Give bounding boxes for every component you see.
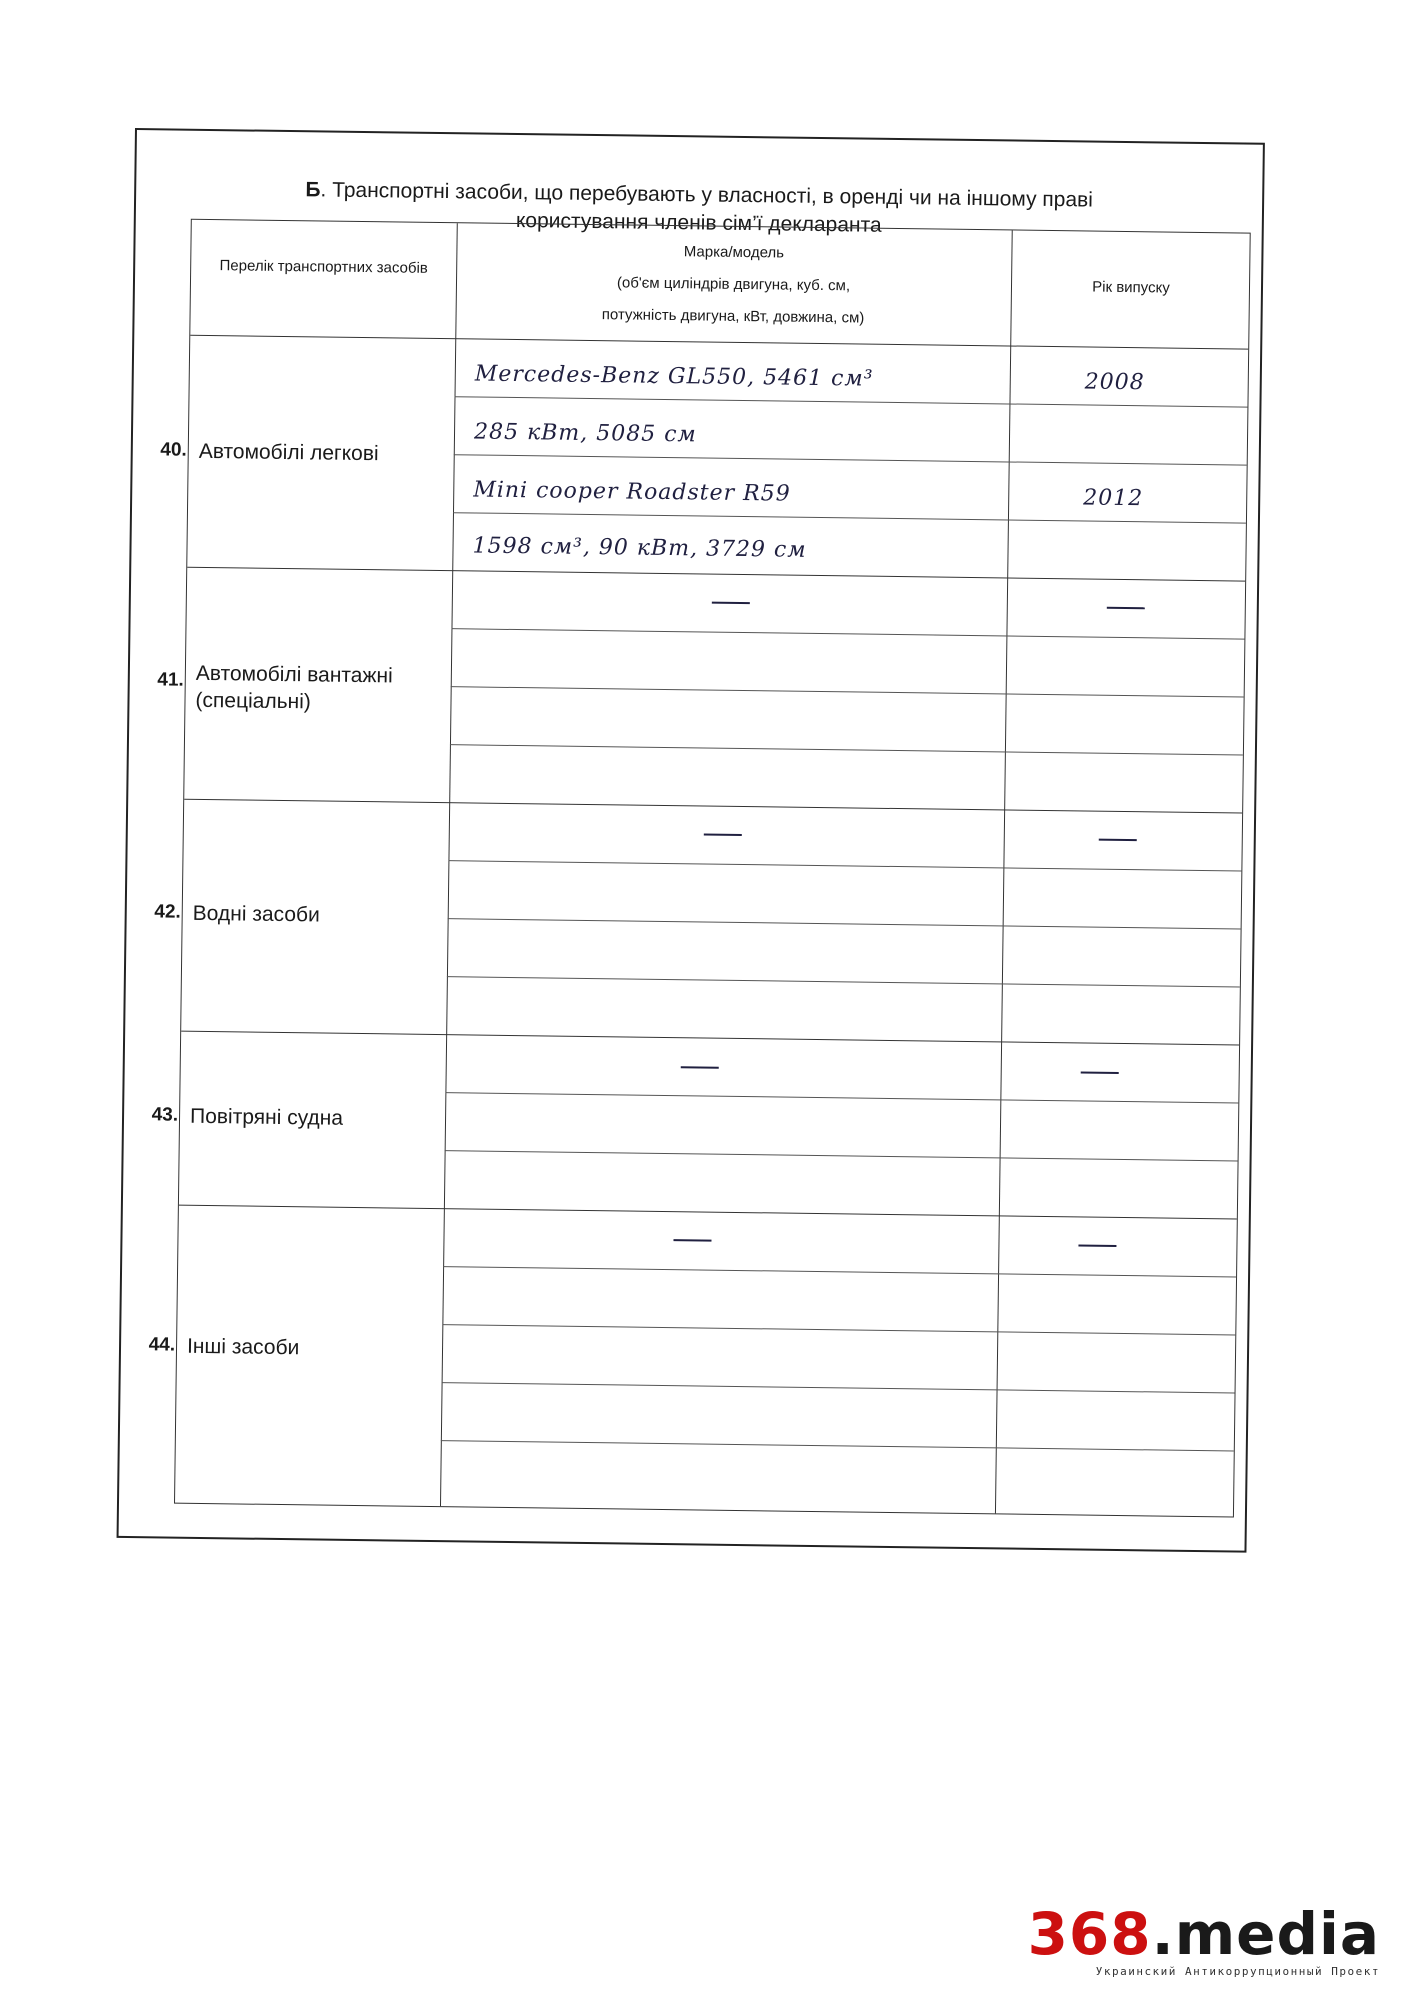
entry-mercedes: Mercedes-Benz GL550, 5461 см³ <box>474 361 874 392</box>
header-list: Перелік транспортних засобів <box>219 257 428 277</box>
watermark-logo <box>1027 1900 1380 1978</box>
row-number-43: 43. <box>151 1104 179 1126</box>
row-number-42: 42. <box>154 901 181 923</box>
row-number-40: 40. <box>160 439 187 461</box>
declaration-page-frame <box>117 128 1265 1553</box>
column-divider <box>440 223 458 1506</box>
row-number-44: 44. <box>148 1334 176 1356</box>
header-year: Рік випуску <box>1092 278 1170 297</box>
logo-subtitle: Украинский Антикоррупционный Проект <box>1095 1965 1380 1978</box>
logo-domain: .media <box>1151 1900 1380 1968</box>
entry-mini: Mini cooper Roadster R59 <box>473 477 791 507</box>
empty-dash <box>1078 1244 1116 1246</box>
column-divider <box>995 230 1013 1513</box>
section-title-line2: користування членів сім’ї декларанта <box>515 208 882 237</box>
logo-text <box>1027 1900 1380 1968</box>
empty-dash <box>681 1066 719 1068</box>
row-label-cars: Автомобілі легкові <box>198 439 379 466</box>
header-brand-line2: (об'єм циліндрів двигуна, куб. см, <box>616 274 851 295</box>
row-number-41: 41. <box>157 669 184 691</box>
year-2012: 2012 <box>1083 485 1144 512</box>
empty-dash <box>704 834 742 836</box>
empty-dash <box>1107 607 1145 609</box>
row-label-trucks-line1: Автомобілі вантажні <box>195 661 393 688</box>
empty-dash <box>1099 839 1137 841</box>
entry-mercedes-specs: 285 кВт, 5085 см <box>473 419 697 448</box>
row-label-water: Водні засоби <box>192 901 320 927</box>
header-divider <box>190 335 1248 350</box>
section-letter: Б <box>305 178 321 202</box>
logo-number: 368 <box>1027 1900 1152 1968</box>
row-label-trucks-line2: (спеціальні) <box>195 688 312 714</box>
year-2008: 2008 <box>1084 369 1145 396</box>
row-label-air: Повітряні судна <box>189 1104 344 1130</box>
row-label-trucks <box>195 660 446 717</box>
header-brand-line3: потужність двигуна, кВт, довжина, см) <box>601 306 865 327</box>
section-title-line1: . Транспортні засоби, що перебувають у власності, в оренді чи на іншому праві <box>320 178 1094 212</box>
vehicles-table <box>148 219 1251 1518</box>
header-brand <box>455 233 1011 336</box>
empty-dash <box>712 602 750 604</box>
empty-dash <box>673 1239 711 1241</box>
row-label-other: Інші засоби <box>186 1334 300 1360</box>
header-brand-line1: Марка/модель <box>683 243 785 262</box>
entry-mini-specs: 1598 см³, 90 кВт, 3729 см <box>472 533 807 563</box>
empty-dash <box>1081 1071 1119 1073</box>
